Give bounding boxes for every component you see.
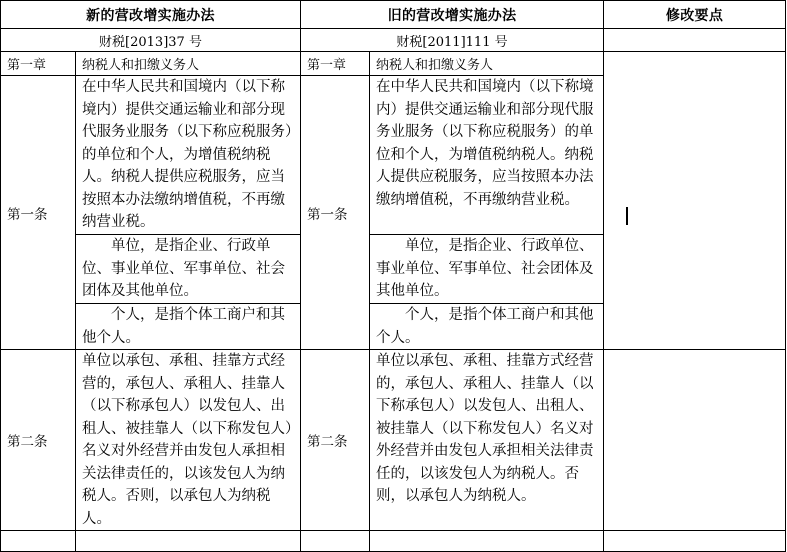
notes-cell-article-1[interactable] (604, 52, 786, 350)
article-1-old-para-3: 个人，是指个体工商户和其他个人。 (370, 304, 604, 350)
docnum-old: 财税[2011]111 号 (301, 29, 604, 52)
cut-cell-2 (76, 531, 301, 552)
header-old-measures: 旧的营改增实施办法 (301, 1, 604, 29)
chapter-label-new: 第一章 (1, 52, 76, 76)
chapter-row (1, 52, 786, 76)
cut-cell-1 (1, 531, 76, 552)
article-2-row (1, 350, 786, 531)
cut-cell-3 (301, 531, 370, 552)
header-revision-notes: 修改要点 (604, 1, 786, 29)
cut-cell-5 (604, 531, 786, 552)
docnum-row (1, 29, 786, 52)
header-new-measures: 新的营改增实施办法 (1, 1, 301, 29)
article-1-new-para-2: 单位，是指企业、行政单位、事业单位、军事单位、社会团体及其他单位。 (76, 235, 301, 304)
article-1-new-para-3: 个人，是指个体工商户和其他个人。 (76, 304, 301, 350)
article-1-new-para-1: 在中华人民共和国境内（以下称境内）提供交通运输业和部分现代服务业服务（以下称应税服务）的单位和个人，为增值税纳税人。纳税人提供应税服务，应当按照本办法缴纳增值税，不再缴纳营业税。 (76, 76, 301, 235)
article-2-label-old: 第二条 (301, 350, 370, 531)
chapter-title-old: 纳税人和扣缴义务人 (370, 52, 604, 76)
header-row (1, 1, 786, 29)
article-2-new-text: 单位以承包、承租、挂靠方式经营的，承包人、承租人、挂靠人（以下称承包人）以发包人、出租人、被挂靠人（以下称发包人）名义对外经营并由发包人承担相关法律责任的，以该发包人为纳税人。否则，以承包人为纳税人。 (76, 350, 301, 531)
cut-cell-4 (370, 531, 604, 552)
chapter-label-old: 第一章 (301, 52, 370, 76)
article-1-label-old: 第一条 (301, 76, 370, 350)
docnum-notes-cell (604, 29, 786, 52)
article-1-label-new: 第一条 (1, 76, 76, 350)
next-row-cut-off (1, 531, 786, 552)
docnum-new: 财税[2013]37 号 (1, 29, 301, 52)
chapter-title-new: 纳税人和扣缴义务人 (76, 52, 301, 76)
article-2-label-new: 第二条 (1, 350, 76, 531)
article-1-old-para-2: 单位，是指企业、行政单位、事业单位、军事单位、社会团体及其他单位。 (370, 235, 604, 304)
text-cursor (626, 207, 628, 225)
article-1-old-para-1: 在中华人民共和国境内（以下称境内）提供交通运输业和部分现代服务业服务（以下称应税服务）的单位和个人，为增值税纳税人。纳税人提供应税服务，应当按照本办法缴纳增值税，不再缴纳营业税。 (370, 76, 604, 235)
notes-cell-article-2[interactable] (604, 350, 786, 531)
article-2-old-text: 单位以承包、承租、挂靠方式经营的，承包人、承租人、挂靠人（以下称承包人）以发包人、出租人、被挂靠人（以下称发包人）名义对外经营并由发包人承担相关法律责任的，以该发包人为纳税人。否则，以承包人为纳税人。 (370, 350, 604, 531)
